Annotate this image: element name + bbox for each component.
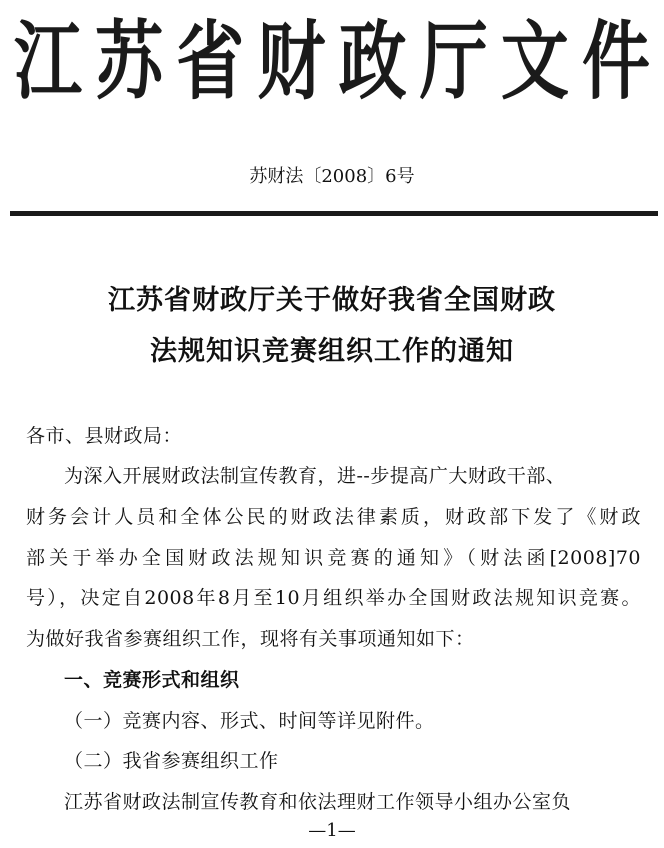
paragraph-line: 部关于举办全国财政法规知识竞赛的通知》（财法函[2008]70: [26, 547, 641, 569]
section-heading: 一、竞赛形式和组织: [64, 669, 240, 691]
masthead-char: 省: [176, 12, 245, 112]
salutation: 各市、县财政局：: [26, 425, 183, 447]
list-item: （一）竞赛内容、形式、时间等详见附件。: [64, 710, 435, 732]
document-number: 苏财法〔2008〕6号: [249, 166, 415, 187]
masthead-char: 政: [338, 12, 407, 112]
paragraph-line: 号），决定自2008年8月至10月组织举办全国财政法规知识竞赛。: [26, 587, 641, 609]
masthead: [14, 6, 650, 118]
masthead-char: 厅: [419, 12, 488, 112]
masthead-char: 件: [581, 12, 650, 112]
header-divider: [10, 211, 658, 216]
masthead-char: 财: [257, 12, 326, 112]
paragraph-line: 江苏省财政法制宣传教育和依法理财工作领导小组办公室负: [64, 791, 572, 813]
masthead-char: 苏: [95, 12, 164, 112]
list-item: （二）我省参赛组织工作: [64, 750, 279, 772]
paragraph-line: 财务会计人员和全体公民的财政法律素质，财政部下发了《财政: [26, 506, 641, 528]
page-number: —1—: [308, 820, 356, 841]
masthead-char: 江: [14, 12, 83, 112]
title-line-2: 法规知识竞赛组织工作的通知: [150, 336, 514, 367]
paragraph-line: 为深入开展财政法制宣传教育，进--步提高广大财政干部、: [64, 465, 566, 487]
paragraph-line: 为做好我省参赛组织工作，现将有关事项通知如下：: [26, 628, 475, 650]
title-line-1: 江苏省财政厅关于做好我省全国财政: [108, 285, 556, 316]
masthead-char: 文: [500, 12, 569, 112]
